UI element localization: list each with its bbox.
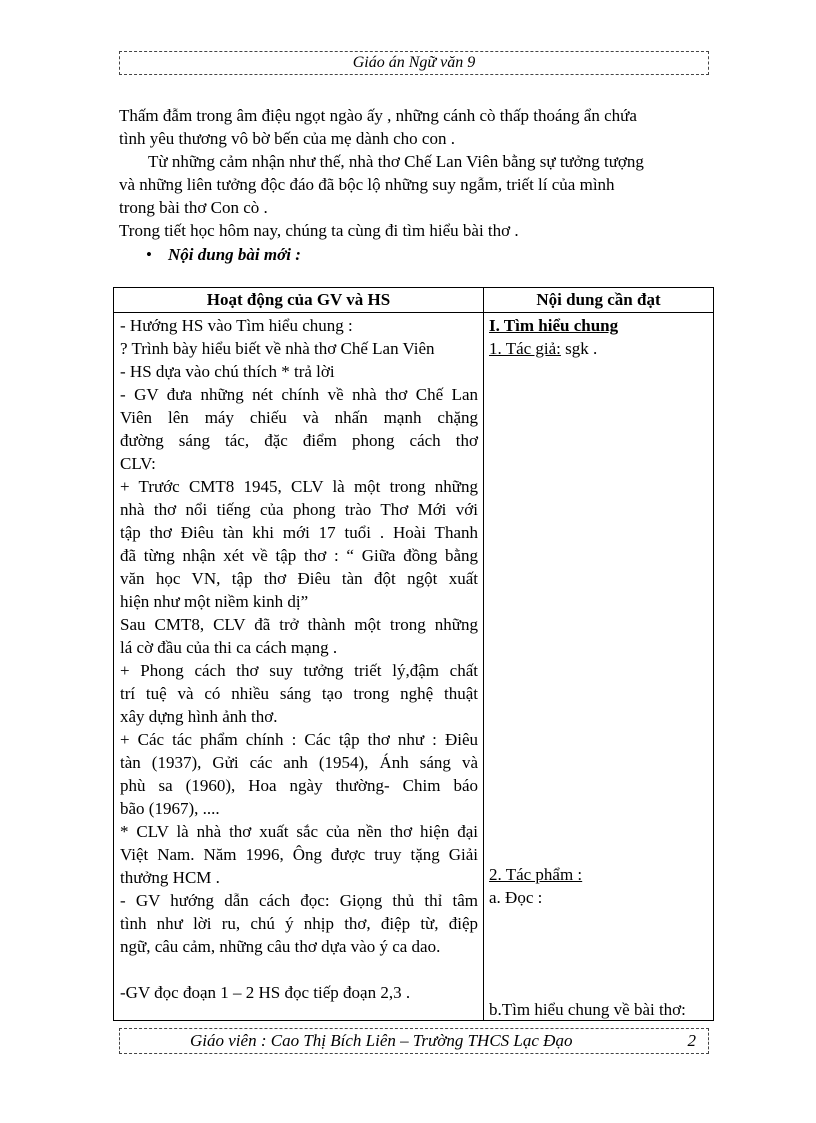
activity-line: Việt Nam. Năm 1996, Ông được truy tặng Giải	[120, 845, 478, 864]
author-row	[489, 337, 597, 360]
activity-line: + Các tác phẩm chính : Các tập thơ như : Điêu	[120, 730, 478, 749]
activity-line: ngữ, câu cảm, những câu thơ dựa vào ý ca dao.	[120, 937, 441, 956]
activity-line: * CLV là nhà thơ xuất sắc của nền thơ hiện đại	[120, 822, 478, 841]
author-value: sgk .	[560, 339, 598, 358]
footer-text: Giáo viên : Cao Thị Bích Liên – Trường THCS Lạc Đạo	[190, 1031, 573, 1050]
header-title: Giáo án Ngữ văn 9	[352, 54, 476, 71]
activity-line: xây dựng hình ảnh thơ.	[120, 707, 278, 726]
activity-line	[120, 958, 478, 981]
activity-line: - HS dựa vào chú thích * trả lời	[120, 362, 335, 381]
activity-line: đường sáng tác, đặc điểm phong cách thơ	[120, 431, 478, 450]
activity-line: tình như lời ru, chú ý nhịp thơ, điệp từ, điệp	[120, 914, 478, 933]
activities-column	[120, 314, 478, 1004]
intro-line: Từ những cảm nhận như thế, nhà thơ Chế Lan Viên bằng sự tưởng tượng	[148, 152, 644, 171]
intro-line: trong bài thơ Con cò .	[119, 198, 268, 217]
author-label: 1. Tác giả:	[489, 339, 561, 358]
activity-line: Viên lên máy chiếu và nhấn mạnh chặng	[120, 408, 478, 427]
reading-label: a. Đọc :	[489, 888, 543, 907]
bullet-icon: •	[146, 245, 152, 264]
activity-line: ? Trình bày hiểu biết về nhà thơ Chế Lan Viên	[120, 339, 435, 358]
column-divider	[483, 288, 484, 1020]
activity-line: lá cờ đầu của thi ca cách mạng .	[120, 638, 338, 657]
work-label: 2. Tác phẩm :	[489, 865, 583, 884]
activity-line: - Hướng HS vào Tìm hiểu chung :	[120, 316, 353, 335]
section-title: I. Tìm hiểu chung	[489, 316, 619, 335]
page-number: 2	[687, 1031, 696, 1050]
table-header-content: Nội dung cần đạt	[536, 290, 661, 309]
intro-line: và những liên tưởng độc đáo đã bộc lộ những suy ngẫm, triết lí của mình	[119, 175, 615, 194]
header-divider	[114, 312, 713, 313]
activity-line: + Trước CMT8 1945, CLV là một trong những	[120, 477, 478, 496]
activity-line: -GV đọc đoạn 1 – 2 HS đọc tiếp đoạn 2,3 .	[120, 983, 411, 1002]
activity-line: CLV:	[120, 454, 156, 473]
table-header-activities: Hoạt động của GV và HS	[206, 290, 391, 309]
activity-line: thưởng HCM .	[120, 868, 220, 887]
page-footer	[119, 1028, 709, 1054]
page-header	[119, 51, 709, 75]
activity-line: - GV đưa những nét chính về nhà thơ Chế Lan	[120, 385, 478, 404]
intro-line: tình yêu thương vô bờ bến của mẹ dành cho con .	[119, 129, 455, 148]
activity-line: tập thơ Điêu tàn khi mới 17 tuổi . Hoài Thanh	[120, 523, 478, 542]
overview-label: b.Tìm hiểu chung về bài thơ:	[489, 1000, 686, 1019]
activity-line: đã từng nhận xét về tập thơ : “ Giữa đồng bằng	[120, 546, 478, 565]
activity-line: văn học VN, tập thơ Điêu tàn đột ngột xuất	[120, 569, 478, 588]
intro-line: Trong tiết học hôm nay, chúng ta cùng đi tìm hiểu bài thơ .	[119, 221, 519, 240]
lesson-table	[113, 287, 714, 1021]
activity-line: nhà thơ nổi tiếng của phong trào Thơ Mới với	[120, 500, 478, 519]
section-heading: Nội dung bài mới :	[168, 245, 301, 264]
activity-line: - GV hướng dẫn cách đọc: Giọng thủ thỉ tâm	[120, 891, 478, 910]
intro-line: Thấm đẫm trong âm điệu ngọt ngào ấy , những cánh cò thấp thoáng ẩn chứa	[119, 106, 637, 125]
activity-line: Sau CMT8, CLV đã trở thành một trong những	[120, 615, 478, 634]
activity-line: hiện như một niềm kinh dị”	[120, 592, 309, 611]
activity-line: bão (1967), ....	[120, 799, 220, 818]
activity-line: + Phong cách thơ suy tưởng triết lý,đậm chất	[120, 661, 478, 680]
activity-line: phù sa (1960), Hoa ngày thường- Chim báo	[120, 776, 478, 795]
activity-line: tàn (1937), Gửi các anh (1954), Ánh sáng và	[120, 753, 478, 772]
activity-line: trí tuệ và có nhiều sáng tạo trong nghệ thuật	[120, 684, 478, 703]
